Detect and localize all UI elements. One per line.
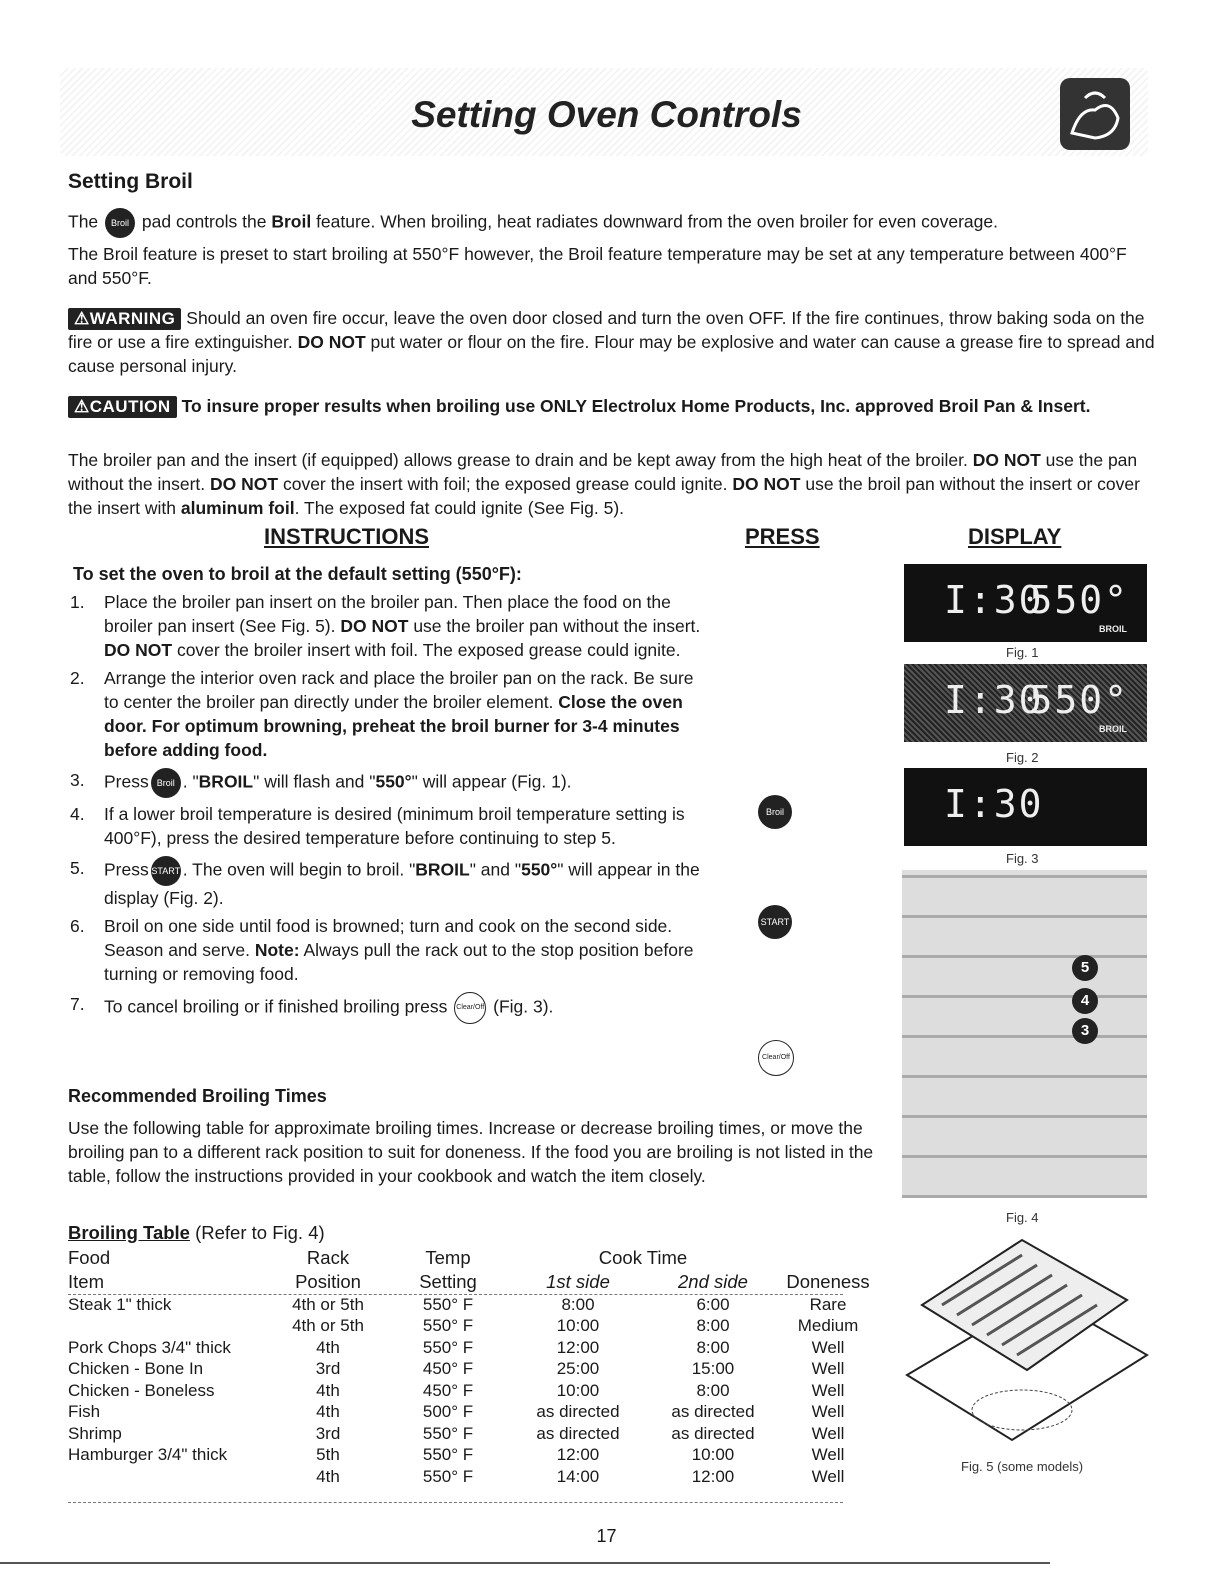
rack-position-4: 4 xyxy=(1072,988,1098,1014)
table-cell: Pork Chops 3/4" thick xyxy=(68,1337,231,1357)
pan-note-bold: aluminum foil xyxy=(180,498,295,518)
table-ref: (Refer to Fig. 4) xyxy=(195,1222,325,1243)
step-text: Press xyxy=(104,771,149,792)
step-number: 2. xyxy=(70,668,85,688)
display-label: BROIL xyxy=(1099,624,1127,634)
table-cell: as directed xyxy=(536,1423,620,1443)
table-header-row xyxy=(68,1270,878,1294)
pan-note-text: The broiler pan and the insert (if equipped) allows grease to drain and be kept away from the high heat of the broiler. xyxy=(68,450,968,470)
pan-note-paragraph xyxy=(68,448,1158,520)
table-row xyxy=(68,1445,878,1467)
step-number: 7. xyxy=(70,994,85,1014)
step-number: 4. xyxy=(70,804,85,824)
warning-bold: DO NOT xyxy=(297,332,366,352)
table-cell: 10:00 xyxy=(556,1316,600,1336)
clear-off-pad-icon: Clear/Off xyxy=(454,992,486,1024)
table-cell: 12:00 xyxy=(556,1445,600,1465)
pan-note-text: cover the insert with foil; the exposed grease could ignite. xyxy=(282,474,728,494)
display-temp: 550° xyxy=(1029,678,1129,722)
step-text: (Fig. 3). xyxy=(493,996,554,1017)
step-text: " will flash and " xyxy=(253,771,376,792)
step-2 xyxy=(70,666,710,762)
warning-badge: ⚠WARNING xyxy=(68,308,181,330)
broiling-table xyxy=(68,1246,878,1488)
clear-off-press-icon: Clear/Off xyxy=(758,1040,794,1076)
intro-paragraph-1 xyxy=(68,208,1158,238)
pan-note-text: . The exposed fat could ignite (See Fig. 5). xyxy=(294,498,625,518)
fig3-caption: Fig. 3 xyxy=(1006,851,1039,866)
step-text: Always pull the rack out to the stop position before turning or removing food. xyxy=(104,940,694,984)
table-cell: Well xyxy=(811,1423,845,1443)
table-cell: 14:00 xyxy=(556,1466,600,1486)
broil-press-icon: Broil xyxy=(758,795,792,829)
table-cell: as directed xyxy=(536,1402,620,1422)
intro-text: feature. When broiling, heat radiates downward from the oven broiler for even coverage. xyxy=(316,211,998,232)
table-cell: Fish xyxy=(68,1402,101,1422)
table-cell: 4th or 5th xyxy=(292,1316,364,1336)
display-time: I:30 xyxy=(944,578,1044,622)
step-3 xyxy=(70,768,710,798)
step-text: Broil on one side until food is browned; turn and cook on the second side. Season and serve. xyxy=(104,916,673,960)
step-4 xyxy=(70,802,710,850)
table-row xyxy=(68,1359,878,1381)
pan-note-text: use the pan without the insert. xyxy=(68,450,1138,494)
step-text: Arrange the interior oven rack and place the broiler pan on the rack. Be sure to center the broiler pan directly under the broiler element. xyxy=(104,668,694,712)
step-text: Place the broiler pan insert on the broiler pan. Then place the food on the broiler pan insert (See Fig. 5). xyxy=(104,592,671,636)
display-fig3 xyxy=(904,768,1147,846)
table-cell: 8:00 xyxy=(561,1294,595,1314)
table-cell: 8:00 xyxy=(696,1380,730,1400)
steps-subtitle: To set the oven to broil at the default setting (550°F): xyxy=(73,564,522,584)
table-cell: Well xyxy=(811,1359,845,1379)
page-number: 17 xyxy=(596,1526,617,1546)
table-cell: Well xyxy=(811,1466,845,1486)
step-bold: BROIL xyxy=(198,771,254,792)
table-cell: Well xyxy=(811,1337,845,1357)
table-cell: Chicken - Boneless xyxy=(68,1380,215,1400)
table-cell: 8:00 xyxy=(696,1316,730,1336)
step-number: 1. xyxy=(70,592,85,612)
broil-pad-icon: Broil xyxy=(151,768,181,798)
intro-bold: Broil xyxy=(271,211,312,232)
step-5 xyxy=(70,856,710,910)
step-bold: BROIL xyxy=(415,859,470,880)
table-cell: 10:00 xyxy=(691,1445,735,1465)
table-row xyxy=(68,1466,878,1488)
table-cell: 12:00 xyxy=(556,1337,600,1357)
display-temp: 550° xyxy=(1029,578,1129,622)
table-cell: as directed xyxy=(671,1423,755,1443)
caution-paragraph xyxy=(68,394,1158,418)
table-cell: 450° F xyxy=(422,1359,474,1379)
table-cell: Well xyxy=(811,1402,845,1422)
page-title: Setting Oven Controls xyxy=(411,94,802,135)
table-cell: Chicken - Bone In xyxy=(68,1359,204,1379)
table-heading xyxy=(68,1222,325,1244)
table-header: Doneness xyxy=(786,1271,870,1292)
warning-paragraph xyxy=(68,306,1158,378)
table-header: Cook Time xyxy=(598,1247,688,1268)
oven-rack-illustration xyxy=(902,870,1147,1198)
table-divider xyxy=(68,1294,843,1295)
table-cell: 4th xyxy=(316,1402,340,1422)
table-title: Broiling Table xyxy=(68,1222,190,1243)
steps-list xyxy=(70,590,710,1028)
step-bold: Close the oven door. For optimum browning, preheat the broil burner for 3-4 minutes before adding food. xyxy=(104,692,683,760)
warning-text: Should an oven fire occur, leave the oven door closed and turn the oven OFF. If the fire continues, throw baking soda on the fire or use a fire extinguisher. xyxy=(68,308,1145,352)
caution-badge: ⚠CAUTION xyxy=(68,396,177,418)
table-cell: Well xyxy=(811,1380,845,1400)
caution-text: To insure proper results when broiling use ONLY Electrolux Home Products, Inc. approved Broil Pan & Insert. xyxy=(181,396,1091,416)
table-cell: 4th xyxy=(316,1337,340,1357)
pan-note-bold: DO NOT xyxy=(972,450,1041,470)
table-cell: 550° F xyxy=(422,1466,474,1486)
rack-position-5: 5 xyxy=(1072,955,1098,981)
intro-paragraph-2: The Broil feature is preset to start broiling at 550°F however, the Broil feature temperature may be set at any temperature between 400°F and 550°F. xyxy=(68,244,1127,288)
table-cell: 550° F xyxy=(422,1316,474,1336)
section-title: Setting Broil xyxy=(68,170,193,193)
table-cell: 12:00 xyxy=(691,1466,735,1486)
table-cell: 550° F xyxy=(422,1337,474,1357)
step-text: " and " xyxy=(469,859,522,880)
intro-text: pad controls the xyxy=(141,211,267,232)
start-press-icon: START xyxy=(758,905,792,939)
step-bold: DO NOT xyxy=(340,616,409,636)
pan-note-bold: DO NOT xyxy=(210,474,279,494)
step-text: Press xyxy=(104,859,149,880)
step-text: " will appear in the display (Fig. 2). xyxy=(104,859,700,908)
table-header: 2nd side xyxy=(678,1271,748,1292)
display-header: DISPLAY xyxy=(968,524,1062,549)
step-text: If a lower broil temperature is desired (minimum broil temperature setting is 400°F), press the desired temperature before continuing to step 5. xyxy=(104,804,685,848)
table-header xyxy=(778,1246,878,1270)
table-cell: 4th xyxy=(316,1380,340,1400)
table-cell: 550° F xyxy=(422,1294,474,1314)
table-divider xyxy=(68,1502,843,1503)
step-text: cover the broiler insert with foil. The exposed grease could ignite. xyxy=(176,640,681,660)
table-cell: Steak 1" thick xyxy=(68,1294,172,1314)
table-header: Temp xyxy=(425,1247,471,1268)
table-cell: as directed xyxy=(671,1402,755,1422)
step-text: . The oven will begin to broil. " xyxy=(182,859,416,880)
table-cell: Medium xyxy=(797,1316,859,1336)
step-bold: Note: xyxy=(254,940,300,960)
table-cell: 550° F xyxy=(422,1445,474,1465)
table-header: Position xyxy=(295,1271,361,1292)
step-6 xyxy=(70,914,710,986)
step-number: 3. xyxy=(70,770,85,790)
step-bold: 550° xyxy=(521,859,558,880)
table-cell: 550° F xyxy=(422,1423,474,1443)
table-cell: 5th xyxy=(316,1445,340,1465)
table-cell: Well xyxy=(811,1445,845,1465)
table-cell: 10:00 xyxy=(556,1380,600,1400)
start-pad-icon: START xyxy=(151,856,181,886)
table-cell: 3rd xyxy=(315,1359,341,1379)
step-text: use the broiler pan without the insert. xyxy=(413,616,701,636)
pan-note-text: use the broil pan without the insert or cover the insert with xyxy=(68,474,1140,518)
table-cell: 4th xyxy=(316,1466,340,1486)
step-bold: DO NOT xyxy=(104,640,173,660)
table-cell: 15:00 xyxy=(691,1359,735,1379)
table-row xyxy=(68,1294,878,1316)
table-body xyxy=(68,1294,878,1488)
recommended-title: Recommended Broiling Times xyxy=(68,1086,327,1106)
fig1-caption: Fig. 1 xyxy=(1006,645,1039,660)
table-cell: 6:00 xyxy=(696,1294,730,1314)
press-header: PRESS xyxy=(745,524,820,549)
table-header: Rack xyxy=(306,1247,350,1268)
display-fig2 xyxy=(904,664,1147,742)
warning-text: put water or flour on the fire. Flour may be explosive and water can cause a grease fire to spread and cause personal injury. xyxy=(68,332,1155,376)
rack-position-3: 3 xyxy=(1072,1018,1098,1044)
pan-note-bold: DO NOT xyxy=(732,474,801,494)
table-header: 1st side xyxy=(546,1271,610,1292)
instructions-header: INSTRUCTIONS xyxy=(264,524,429,549)
step-number: 5. xyxy=(70,858,85,878)
table-header: Setting xyxy=(419,1271,477,1292)
table-cell: Shrimp xyxy=(68,1423,122,1443)
table-cell: 4th or 5th xyxy=(292,1294,364,1314)
table-cell: 450° F xyxy=(422,1380,474,1400)
step-text: " will appear (Fig. 1). xyxy=(411,771,572,792)
table-cell: 500° F xyxy=(422,1402,474,1422)
step-text: To cancel broiling or if finished broiling press xyxy=(104,996,448,1017)
broil-pan-illustration xyxy=(902,1235,1152,1450)
table-row xyxy=(68,1380,878,1402)
broil-pad-icon: Broil xyxy=(105,208,135,238)
table-header: Item xyxy=(68,1271,104,1292)
step-1 xyxy=(70,590,710,662)
table-header: Food xyxy=(68,1247,111,1268)
display-time: I:30 xyxy=(944,782,1044,826)
table-row xyxy=(68,1402,878,1424)
table-cell: 8:00 xyxy=(696,1337,730,1357)
table-cell: 3rd xyxy=(315,1423,341,1443)
display-time: I:30 xyxy=(944,678,1044,722)
intro-text: The xyxy=(68,211,99,232)
display-label: BROIL xyxy=(1099,724,1127,734)
bottom-rule xyxy=(0,1562,1050,1564)
table-cell: Rare xyxy=(809,1294,847,1314)
step-bold: 550° xyxy=(375,771,412,792)
step-number: 6. xyxy=(70,916,85,936)
step-text: . " xyxy=(182,771,199,792)
table-row xyxy=(68,1316,878,1338)
table-cell: 25:00 xyxy=(556,1359,600,1379)
fig4-caption: Fig. 4 xyxy=(1006,1210,1039,1225)
step-7 xyxy=(70,992,710,1024)
table-cell: Hamburger 3/4" thick xyxy=(68,1445,228,1465)
table-cell xyxy=(68,1316,268,1338)
fig5-caption: Fig. 5 (some models) xyxy=(961,1459,1084,1474)
table-row xyxy=(68,1337,878,1359)
table-header-row xyxy=(68,1246,878,1270)
table-cell xyxy=(68,1466,268,1488)
cooking-hand-icon xyxy=(1060,78,1130,150)
fig2-caption: Fig. 2 xyxy=(1006,750,1039,765)
table-row xyxy=(68,1423,878,1445)
recommended-text: Use the following table for approximate broiling times. Increase or decrease broiling times, or move the broiling pan to a different rack position to suit for doneness. If the food you are broiling is not listed in the table, follow the instructions provided in your cookbook and watch the item closely. xyxy=(68,1118,874,1186)
display-fig1 xyxy=(904,564,1147,642)
